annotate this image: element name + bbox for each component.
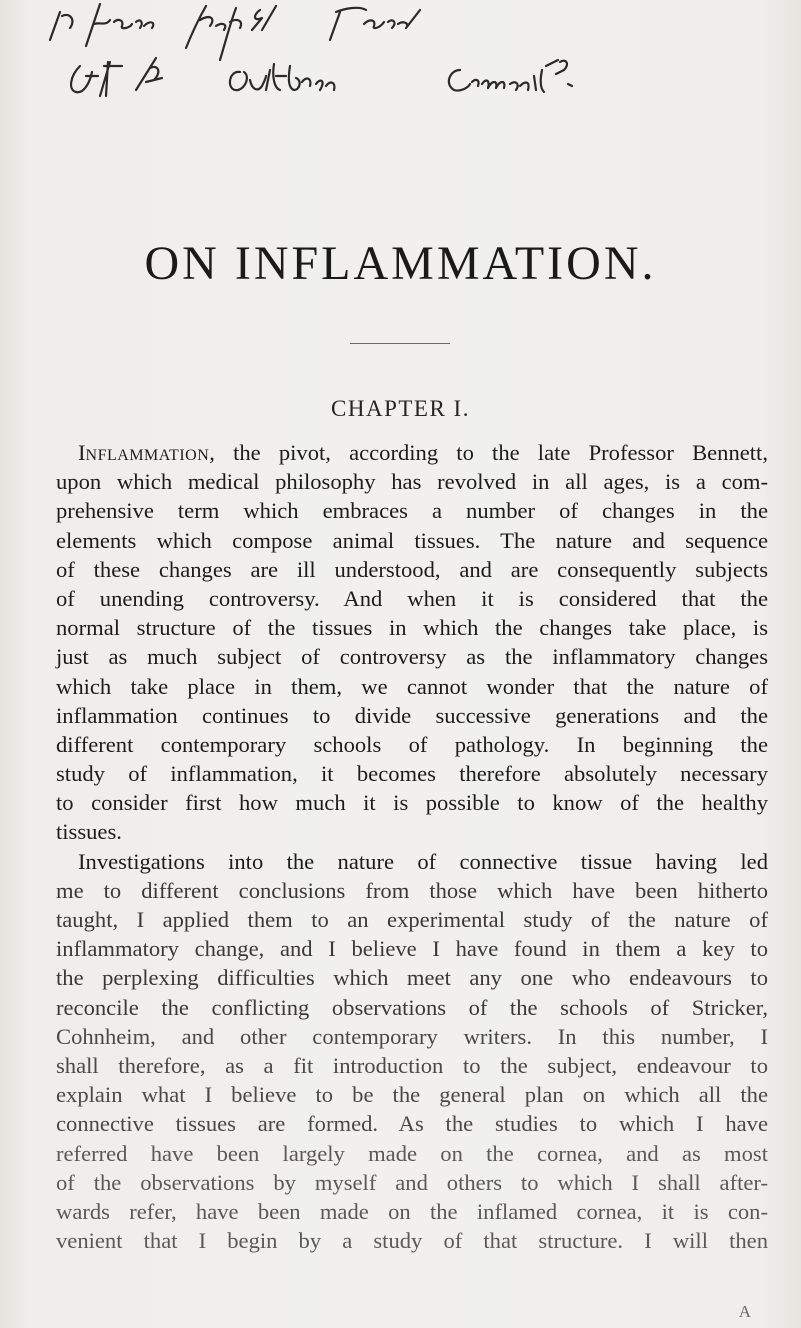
text-line: inflammatory change, and I believe I have found in them a key to — [56, 936, 768, 962]
text-line: taught, I applied them to an experimental study of the nature of — [56, 907, 768, 932]
text-line: of unending controversy. And when it is considered that the — [56, 585, 768, 611]
signature-mark: A — [738, 1302, 751, 1321]
text-line-content: , the pivot, according to the late Professor Bennett, — [209, 440, 768, 465]
text-line: elements which compose animal tissues. The nature and sequence — [56, 527, 768, 553]
text-line: me to different conclusions from those which have been hitherto — [56, 877, 768, 903]
body-text — [56, 438, 768, 1255]
text-line: Investigations into the nature of connective tissue having led — [78, 848, 768, 874]
text-line: to consider first how much it is possible to know of the healthy — [56, 790, 768, 816]
text-line: wards refer, have been made on the inflamed cornea, it is con- — [56, 1198, 768, 1224]
drop-initial: I — [78, 440, 86, 465]
text-line: the perplexing difficulties which meet any one who endeavours to — [56, 965, 768, 991]
chapter-heading: CHAPTER I. — [331, 396, 470, 421]
text-line: venient that I begin by a study of that structure. I will then — [56, 1228, 768, 1254]
text-line: normal structure of the tissues in which the changes take place, is — [56, 615, 768, 641]
text-line: of the observations by myself and others to which I shall after- — [56, 1169, 768, 1195]
text-line: referred have been largely made on the cornea, and as most — [56, 1140, 768, 1166]
text-line: of these changes are ill understood, and are consequently subjects — [56, 556, 768, 582]
text-line: just as much subject of controversy as the inflammatory changes — [56, 644, 768, 670]
text-line: explain what I believe to be the general plan on which all the — [56, 1082, 768, 1108]
text-line: upon which medical philosophy has revolved in all ages, is a com- — [56, 469, 768, 495]
text-line: study of inflammation, it becomes therefore absolutely necessary — [56, 761, 768, 787]
text-line: reconcile the conflicting observations of the schools of Stricker, — [56, 994, 768, 1020]
title-divider — [350, 343, 450, 344]
text-line: prehensive term which embraces a number of changes in the — [56, 498, 768, 524]
text-line: which take place in them, we cannot wonder that the nature of — [56, 673, 768, 699]
text-line: connective tissues are formed. As the studies to which I have — [56, 1111, 768, 1137]
text-line: tissues. — [56, 819, 122, 845]
handwritten-inscription — [40, 0, 760, 110]
text-line: shall therefore, as a fit introduction to the subject, endeavour to — [56, 1052, 768, 1078]
page-title: ON INFLAMMATION. — [144, 237, 657, 290]
text-line: inflammation continues to divide successive generations and the — [56, 702, 768, 728]
handwriting-image — [40, 0, 760, 110]
small-caps-word: NFLAMMATION — [85, 447, 210, 464]
text-line: different contemporary schools of pathology. In beginning the — [56, 731, 768, 757]
text-line — [56, 438, 768, 467]
text-line: Cohnheim, and other contemporary writers. In this number, I — [56, 1023, 768, 1049]
